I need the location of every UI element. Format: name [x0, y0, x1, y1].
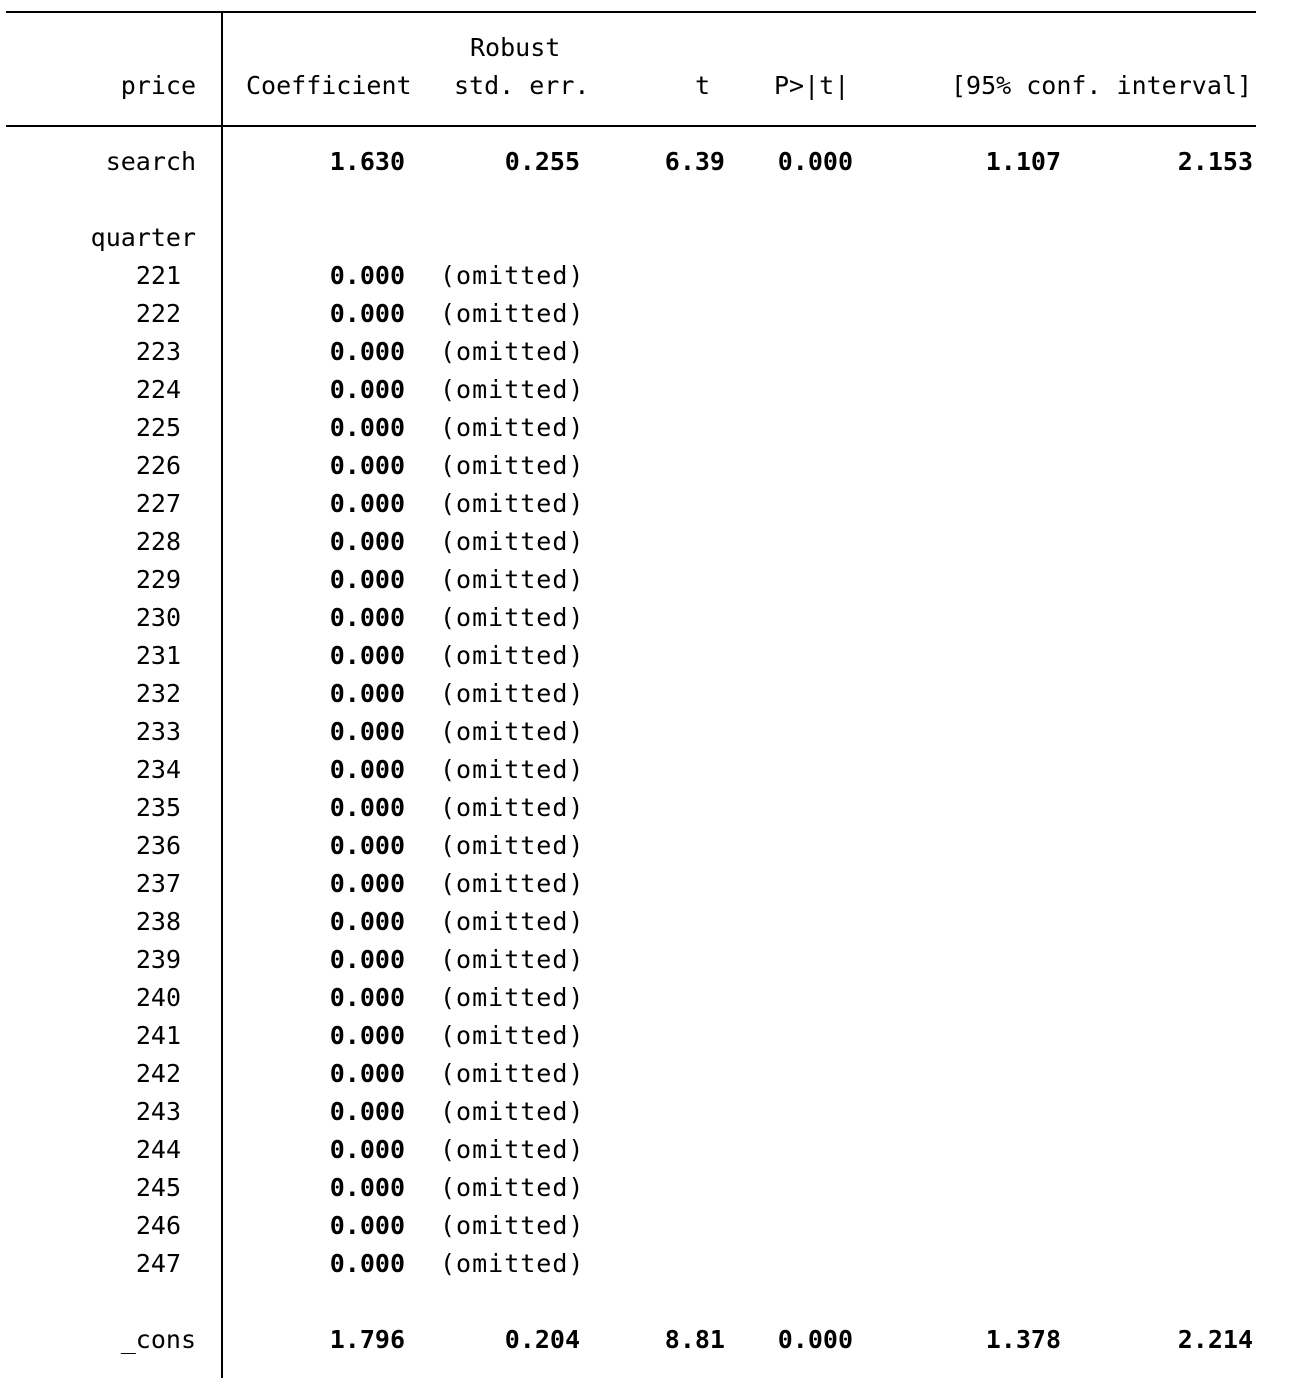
- level-coef-value: 0.000: [329, 489, 405, 518]
- omitted-text: (omitted): [440, 299, 585, 328]
- omitted-text: (omitted): [440, 907, 585, 936]
- depvar-label: price: [120, 71, 196, 100]
- column-divider: [221, 12, 223, 1378]
- level-label: 245: [135, 1173, 181, 1202]
- level-coef-value: 0.000: [329, 451, 405, 480]
- header-rule: [6, 125, 1256, 127]
- omitted-text: (omitted): [440, 603, 585, 632]
- omitted-text: (omitted): [440, 945, 585, 974]
- omitted-text: (omitted): [440, 983, 585, 1012]
- omitted-text: (omitted): [440, 869, 585, 898]
- level-coef-value: 0.000: [329, 299, 405, 328]
- col-header-ci: [95% conf. interval]: [950, 71, 1252, 100]
- omitted-text: (omitted): [440, 831, 585, 860]
- level-coef-value: 0.000: [329, 1211, 405, 1240]
- level-label: 241: [135, 1021, 181, 1050]
- level-label: 224: [135, 375, 181, 404]
- omitted-text: (omitted): [440, 717, 585, 746]
- top-rule: [6, 11, 1256, 13]
- omitted-text: (omitted): [440, 565, 585, 594]
- level-coef-value: 0.000: [329, 1021, 405, 1050]
- level-coef-value: 0.000: [329, 679, 405, 708]
- level-coef-value: 0.000: [329, 375, 405, 404]
- p-value: 0.000: [777, 1325, 853, 1354]
- t-value: 8.81: [664, 1325, 725, 1354]
- level-coef-value: 0.000: [329, 603, 405, 632]
- level-label: 246: [135, 1211, 181, 1240]
- level-label: 239: [135, 945, 181, 974]
- level-label: 232: [135, 679, 181, 708]
- level-label: 231: [135, 641, 181, 670]
- level-coef-value: 0.000: [329, 1135, 405, 1164]
- omitted-text: (omitted): [440, 1135, 585, 1164]
- level-coef-value: 0.000: [329, 527, 405, 556]
- level-coef-value: 0.000: [329, 983, 405, 1012]
- omitted-text: (omitted): [440, 755, 585, 784]
- omitted-text: (omitted): [440, 261, 585, 290]
- level-label: 229: [135, 565, 181, 594]
- stderr-value: 0.204: [504, 1325, 580, 1354]
- level-label: 247: [135, 1249, 181, 1278]
- t-value: 6.39: [664, 147, 725, 176]
- omitted-text: (omitted): [440, 641, 585, 670]
- coef-value: 1.796: [329, 1325, 405, 1354]
- ci-high-value: 2.153: [1177, 147, 1253, 176]
- level-coef-value: 0.000: [329, 755, 405, 784]
- ci-low-value: 1.378: [985, 1325, 1061, 1354]
- omitted-text: (omitted): [440, 793, 585, 822]
- level-coef-value: 0.000: [329, 793, 405, 822]
- level-label: 226: [135, 451, 181, 480]
- level-label: 227: [135, 489, 181, 518]
- level-label: 238: [135, 907, 181, 936]
- level-coef-value: 0.000: [329, 565, 405, 594]
- omitted-text: (omitted): [440, 1211, 585, 1240]
- level-coef-value: 0.000: [329, 1249, 405, 1278]
- stderr-value: 0.255: [504, 147, 580, 176]
- level-label: 230: [135, 603, 181, 632]
- ci-high-value: 2.214: [1177, 1325, 1253, 1354]
- omitted-text: (omitted): [440, 1059, 585, 1088]
- omitted-text: (omitted): [440, 1021, 585, 1050]
- col-header-coefficient: Coefficient: [246, 71, 412, 100]
- row-label: _cons: [120, 1325, 196, 1354]
- col-header-stderr: std. err.: [454, 71, 590, 100]
- omitted-text: (omitted): [440, 679, 585, 708]
- level-label: 237: [135, 869, 181, 898]
- omitted-text: (omitted): [440, 1097, 585, 1126]
- omitted-text: (omitted): [440, 1249, 585, 1278]
- omitted-text: (omitted): [440, 413, 585, 442]
- level-coef-value: 0.000: [329, 1097, 405, 1126]
- level-coef-value: 0.000: [329, 413, 405, 442]
- omitted-text: (omitted): [440, 451, 585, 480]
- level-label: 228: [135, 527, 181, 556]
- row-label: search: [105, 147, 196, 176]
- level-label: 223: [135, 337, 181, 366]
- omitted-text: (omitted): [440, 375, 585, 404]
- level-label: 242: [135, 1059, 181, 1088]
- coef-value: 1.630: [329, 147, 405, 176]
- level-coef-value: 0.000: [329, 641, 405, 670]
- level-label: 225: [135, 413, 181, 442]
- robust-label: Robust: [470, 33, 561, 62]
- level-coef-value: 0.000: [329, 1173, 405, 1202]
- level-label: 234: [135, 755, 181, 784]
- level-coef-value: 0.000: [329, 337, 405, 366]
- level-label: 243: [135, 1097, 181, 1126]
- level-coef-value: 0.000: [329, 945, 405, 974]
- omitted-text: (omitted): [440, 489, 585, 518]
- level-label: 236: [135, 831, 181, 860]
- level-coef-value: 0.000: [329, 261, 405, 290]
- level-coef-value: 0.000: [329, 907, 405, 936]
- level-coef-value: 0.000: [329, 869, 405, 898]
- omitted-text: (omitted): [440, 527, 585, 556]
- level-coef-value: 0.000: [329, 717, 405, 746]
- ci-low-value: 1.107: [985, 147, 1061, 176]
- factor-label: quarter: [90, 223, 196, 252]
- level-label: 233: [135, 717, 181, 746]
- level-coef-value: 0.000: [329, 831, 405, 860]
- level-label: 221: [135, 261, 181, 290]
- level-label: 235: [135, 793, 181, 822]
- omitted-text: (omitted): [440, 337, 585, 366]
- omitted-text: (omitted): [440, 1173, 585, 1202]
- level-coef-value: 0.000: [329, 1059, 405, 1088]
- level-label: 244: [135, 1135, 181, 1164]
- level-label: 240: [135, 983, 181, 1012]
- col-header-t: t: [694, 71, 710, 100]
- col-header-p: P>|t|: [774, 71, 850, 100]
- level-label: 222: [135, 299, 181, 328]
- p-value: 0.000: [777, 147, 853, 176]
